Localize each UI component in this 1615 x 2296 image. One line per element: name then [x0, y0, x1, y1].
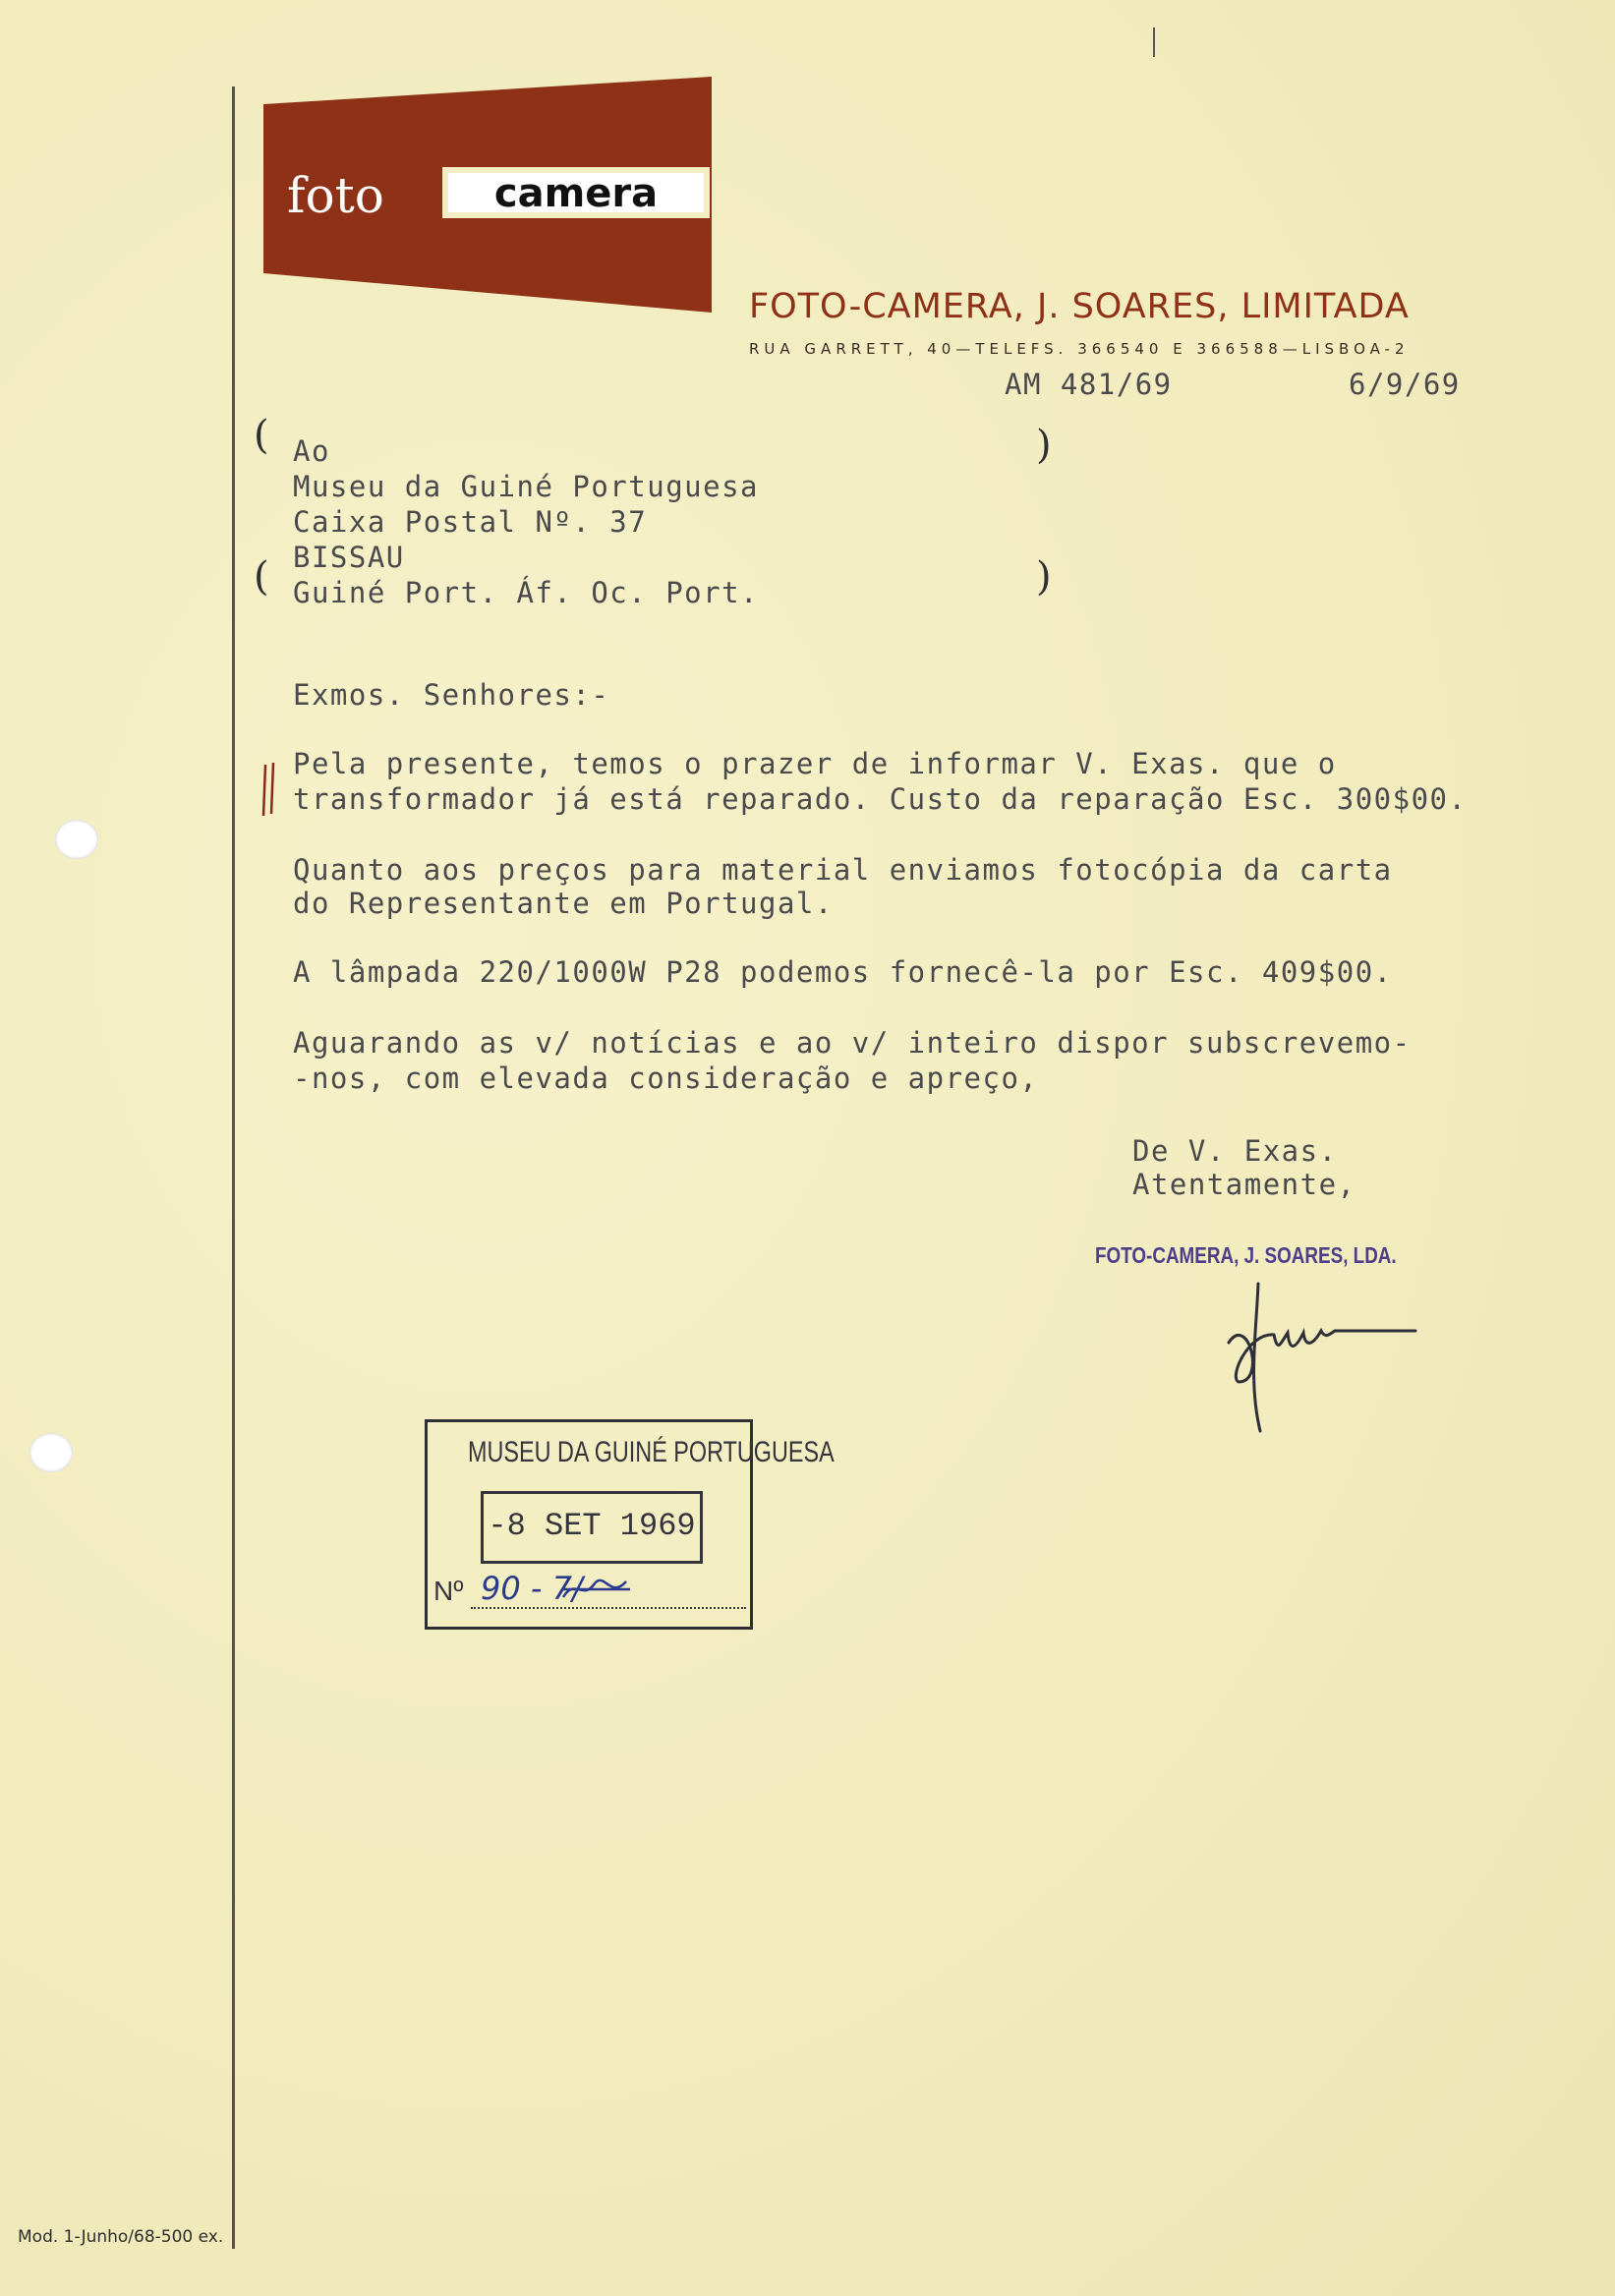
address-bracket-bottom-right: ) [1036, 554, 1052, 600]
punch-hole-top [55, 820, 98, 859]
stamp-strikeout [561, 1570, 630, 1609]
body-line: Pela presente, temos o prazer de informar V. Exas. que o [293, 747, 1337, 780]
company-signature-stamp: FOTO-CAMERA, J. SOARES, LDA. [1095, 1242, 1397, 1268]
body-line: do Representante em Portugal. [293, 887, 834, 920]
receipt-stamp [425, 1419, 835, 1630]
body-line: transformador já está reparado. Custo da reparação Esc. 300$00. [293, 782, 1468, 816]
closing-line: Atentamente, [1132, 1168, 1356, 1201]
form-code: Mod. 1-Junho/68-500 ex. [18, 2227, 224, 2247]
company-address: RUA GARRETT, 40—TELEFS. 366540 E 366588—LISBOA-2 [749, 340, 1410, 358]
margin-rule [232, 86, 235, 2249]
recipient-line: BISSAU [293, 541, 405, 574]
stamp-date-box [481, 1491, 703, 1564]
stamp-number-value: 90 - 7/ [481, 1570, 583, 1607]
body-line: Quanto aos preços para material enviamos fotocópia da carta [293, 853, 1393, 887]
handwritten-signature [1219, 1274, 1435, 1441]
company-name: FOTO-CAMERA, J. SOARES, LIMITADA [749, 287, 1410, 326]
stamp-museum-name: MUSEU DA GUINÉ PORTUGUESA [467, 1436, 835, 1468]
logo-word-foto: foto [287, 167, 384, 224]
company-logo [263, 77, 712, 313]
recipient-line: Museu da Guiné Portuguesa [293, 470, 759, 503]
margin-mark [260, 761, 279, 820]
address-bracket-top-left: ( [254, 413, 269, 458]
address-bracket-top-right: ) [1036, 423, 1052, 468]
fold-mark [1153, 28, 1155, 57]
salutation: Exmos. Senhores:- [293, 678, 610, 712]
address-bracket-bottom-left: ( [254, 554, 269, 600]
reference-number: AM 481/69 [1005, 368, 1173, 401]
body-line: -nos, com elevada consideração e apreço, [293, 1062, 1039, 1095]
letter-date: 6/9/69 [1349, 368, 1461, 401]
recipient-line: Caixa Postal Nº. 37 [293, 505, 648, 539]
stamp-number-label: Nº [433, 1576, 464, 1606]
punch-hole-bottom [29, 1433, 73, 1472]
stamp-date: -8 SET 1969 [488, 1508, 696, 1544]
recipient-line: Guiné Port. Áf. Oc. Port. [293, 576, 759, 609]
closing-line: De V. Exas. [1132, 1134, 1338, 1168]
body-line: A lâmpada 220/1000W P28 podemos fornecê-la por Esc. 409$00. [293, 955, 1393, 989]
logo-word-camera: camera [493, 171, 659, 216]
body-line: Aguarando as v/ notícias e ao v/ inteiro dispor subscrevemo- [293, 1026, 1412, 1060]
recipient-line: Ao [293, 434, 330, 468]
